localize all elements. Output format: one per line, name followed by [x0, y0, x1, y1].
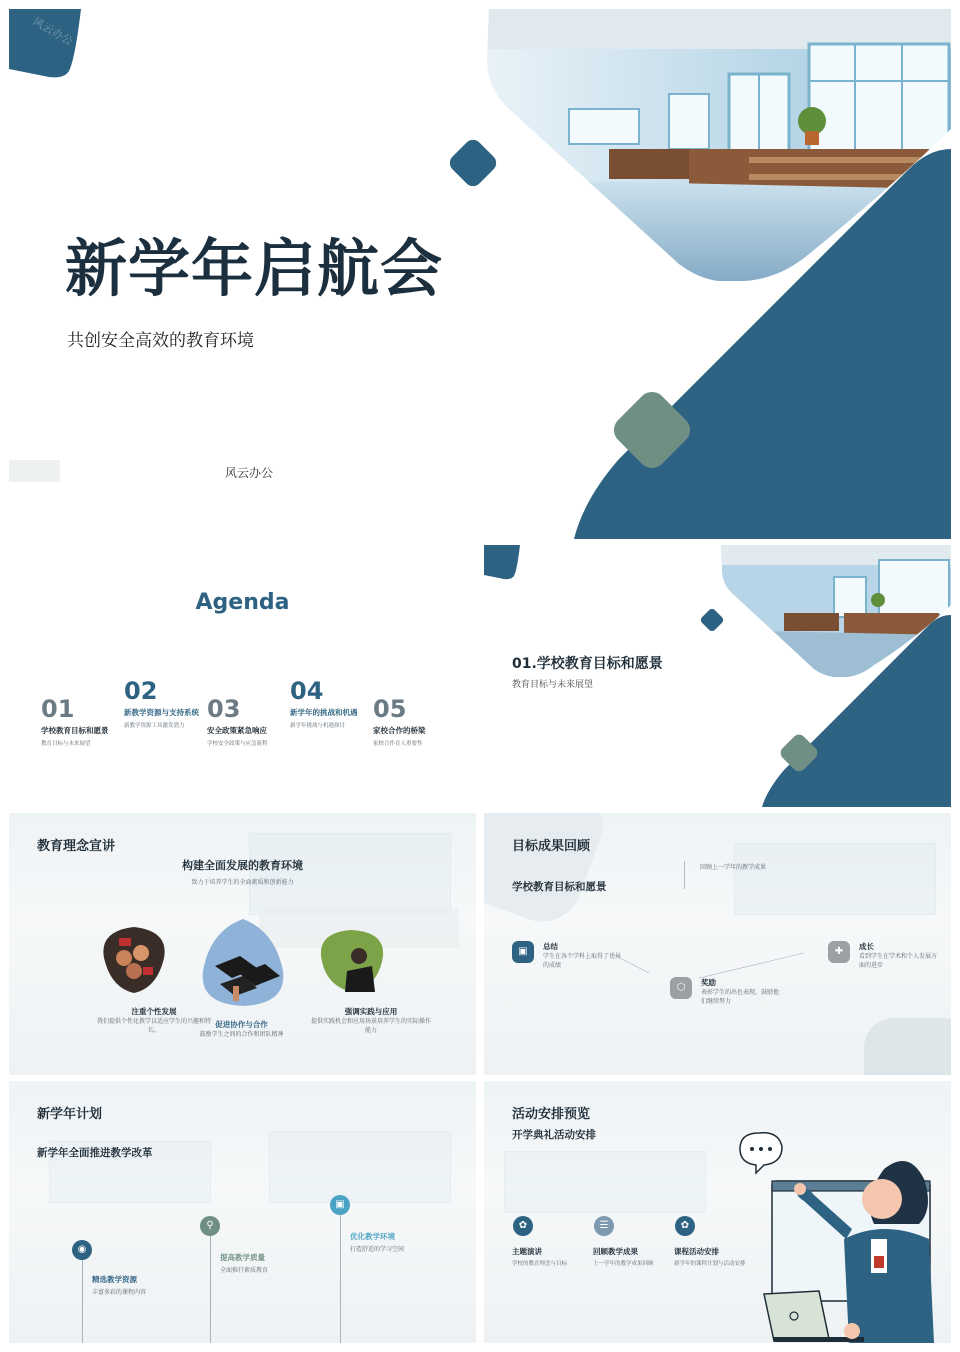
slide-title: 教育理念宣讲 — [37, 839, 116, 854]
teacher-illustration — [734, 1129, 944, 1343]
agenda-title: 新教学资源与支持系统 — [124, 708, 199, 717]
agenda-desc: 新教学资源工具激发潜力 — [124, 723, 185, 729]
slide-title: 新学年计划 — [37, 1107, 103, 1122]
item-title: 注重个性发展 — [131, 1007, 177, 1016]
item-title: 回顾教学成果 — [593, 1247, 638, 1256]
agenda-desc: 学校安全政策与应急流程 — [207, 741, 268, 747]
item-desc: 上一学年的教学成果回顾 — [593, 1261, 654, 1267]
agenda-title: 新学年的挑战和机遇 — [290, 708, 358, 717]
section-slide — [484, 545, 951, 807]
agenda-desc: 教育目标与未来展望 — [41, 741, 91, 747]
bg-window — [504, 1151, 706, 1213]
section-subtitle: 教育目标与未来展望 — [512, 680, 594, 690]
image-icon: ▣ — [512, 941, 534, 963]
item-desc: 我们提供个性化教学以适应学生的兴趣和特长。 — [96, 1018, 211, 1034]
photo-graduate — [317, 926, 387, 996]
target-icon: ◉ — [72, 1240, 92, 1260]
item-desc: 鼓励学生之间的合作和团队精神 — [199, 1031, 284, 1038]
cover-author: 风云办公 — [225, 466, 274, 480]
agenda-slide — [9, 545, 476, 807]
photo-graduation-caps — [195, 916, 290, 1011]
bg-window — [249, 833, 451, 915]
item-desc: 丰富多彩的课程内容 — [92, 1289, 147, 1296]
picture-icon: ▣ — [330, 1195, 350, 1215]
plan-slide — [9, 1081, 476, 1343]
philosophy-item-3 — [311, 1006, 431, 1035]
item-desc: 学生在各个学科上取得了优异的成绩 — [543, 953, 622, 969]
agenda-num: 04 — [290, 677, 324, 705]
slide-heading: 开学典礼活动安排 — [512, 1129, 596, 1141]
agenda-desc: 新学年挑战与机遇探讨 — [290, 723, 346, 729]
photo-hands — [99, 923, 169, 998]
agenda-item-2[interactable] — [124, 677, 214, 731]
bg-window — [269, 1131, 451, 1203]
agenda-num: 01 — [41, 695, 75, 723]
slide-title: 活动安排预览 — [512, 1107, 591, 1122]
philosophy-item-2 — [184, 1019, 299, 1039]
item-title: 总结 — [543, 942, 558, 951]
agenda-heading: Agenda — [195, 590, 290, 615]
hierarchy-icon: ⚲ — [200, 1216, 220, 1236]
slide-heading: 学校教育目标和愿景 — [512, 881, 607, 893]
philosophy-slide — [9, 813, 476, 1075]
item-title: 奖励 — [701, 978, 716, 987]
speech-icon: ✿ — [513, 1216, 533, 1236]
item-title: 主题演讲 — [512, 1247, 542, 1256]
timeline-line — [82, 1251, 83, 1343]
item-title: 精选教学资源 — [92, 1275, 137, 1284]
document-icon: ☰ — [594, 1216, 614, 1236]
section-decor — [484, 545, 951, 807]
agenda-item-5[interactable] — [373, 695, 463, 749]
slide-heading: 构建全面发展的教育环境 — [182, 859, 303, 872]
cover-subtitle: 共创安全高效的教育环境 — [67, 331, 254, 351]
agenda-item-1[interactable] — [41, 695, 121, 749]
slide-title: 目标成果回顾 — [512, 839, 591, 854]
item-desc: 新学年的课程计划与活动安排 — [674, 1261, 746, 1267]
section-title: 01.学校教育目标和愿景 — [512, 656, 663, 672]
agenda-item-3[interactable] — [207, 695, 287, 749]
item-desc: 学校的教育理念与目标 — [512, 1261, 568, 1267]
agenda-title: 学校教育目标和愿景 — [41, 726, 109, 735]
slide-sub: 致力于培养学生的全面素质和创新能力 — [191, 879, 294, 886]
agenda-item-4[interactable] — [290, 677, 380, 731]
agenda-num: 02 — [124, 677, 158, 705]
agenda-num: 05 — [373, 695, 407, 723]
growth-icon: ✚ — [828, 941, 850, 963]
item-desc: 提供实践机会和应用场景培养学生的实际操作能力 — [311, 1018, 432, 1034]
item-title: 成长 — [859, 942, 874, 951]
timeline-line — [210, 1231, 211, 1343]
slide-note: 回顾上一学年的教学成果 — [700, 864, 767, 871]
item-title: 强调实践与应用 — [344, 1007, 398, 1016]
slide-heading: 新学年全面推进教学改革 — [37, 1147, 153, 1159]
timeline-line — [340, 1211, 341, 1343]
item-title: 课程活动安排 — [674, 1247, 719, 1256]
item-desc: 看到学生在学术和个人发展方面的进步 — [859, 953, 938, 969]
item-desc: 表彰学生的出色表现，鼓励他们继续努力 — [701, 989, 780, 1005]
item-title: 优化教学环境 — [350, 1232, 395, 1241]
grey-block — [9, 460, 60, 482]
watermark: 风云办公 — [30, 14, 76, 49]
agenda-num: 03 — [207, 695, 241, 723]
small-diamond — [446, 136, 500, 190]
cover-slide — [9, 9, 951, 539]
agenda-title: 家校合作的桥梁 — [373, 726, 426, 735]
activity-slide — [484, 1081, 951, 1343]
calendar-icon: ✿ — [675, 1216, 695, 1236]
item-desc: 打造舒适的学习空间 — [350, 1246, 405, 1253]
agenda-desc: 家校合作育人重要性 — [373, 741, 423, 747]
award-icon: ⬡ — [670, 977, 692, 999]
agenda-title: 安全政策紧急响应 — [207, 726, 267, 735]
item-title: 促进协作与合作 — [215, 1020, 268, 1029]
review-slide — [484, 813, 951, 1075]
item-desc: 全面推行素质教育 — [220, 1267, 269, 1274]
cover-title: 新学年启航会 — [65, 232, 444, 305]
item-title: 提高教学质量 — [220, 1253, 265, 1262]
